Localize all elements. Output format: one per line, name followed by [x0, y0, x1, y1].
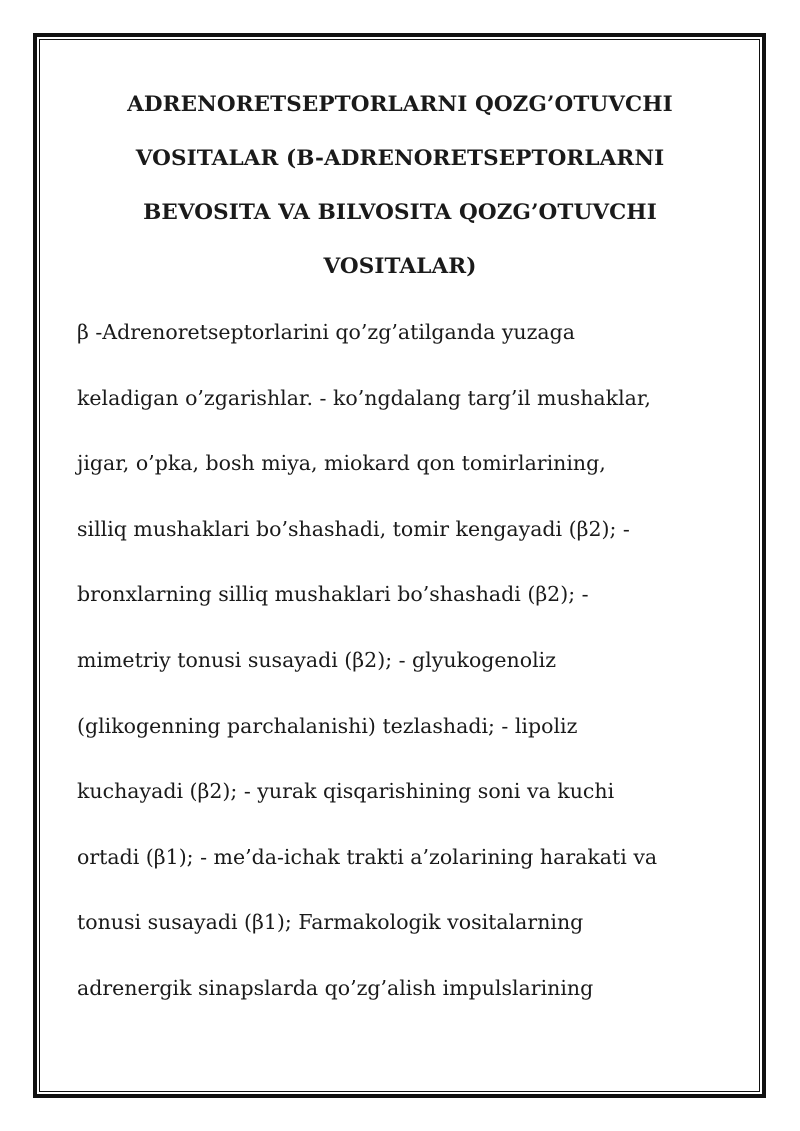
title-line: VOSITALAR (B-ADRENORETSEPTORLARNI	[135, 146, 665, 171]
body-line: (glikogenning parchalanishi) tezlashadi; - lipoliz	[77, 713, 578, 738]
document-title	[0, 78, 800, 294]
body-line: bronxlarning silliq mushaklari bo’shashadi (β2); -	[77, 582, 589, 607]
body-line: tonusi susayadi (β1); Farmakologik vositalarning	[77, 910, 584, 935]
document-body	[77, 300, 727, 1022]
body-line: mimetriy tonusi susayadi (β2); - glyukogenoliz	[77, 647, 556, 672]
body-line: keladigan o’zgarishlar. - ko’ngdalang targ’il mushaklar,	[77, 385, 651, 410]
body-line: adrenergik sinapslarda qo’zg’alish impulslarining	[77, 975, 594, 1000]
body-line: kuchayadi (β2); - yurak qisqarishining soni va kuchi	[77, 779, 615, 804]
title-line: BEVOSITA VA BILVOSITA QOZG’OTUVCHI	[143, 200, 657, 225]
title-line: ADRENORETSEPTORLARNI QOZG’OTUVCHI	[127, 92, 673, 117]
body-line: jigar, o’pka, bosh miya, miokard qon tomirlarining,	[77, 451, 606, 476]
body-line: silliq mushaklari bo’shashadi, tomir kengayadi (β2); -	[77, 516, 630, 541]
body-line: ortadi (β1); - me’da-ichak trakti a’zolarining harakati va	[77, 844, 658, 869]
body-line: β -Adrenoretseptorlarini qo’zg’atilganda yuzaga	[77, 320, 575, 344]
title-line: VOSITALAR)	[323, 254, 477, 279]
